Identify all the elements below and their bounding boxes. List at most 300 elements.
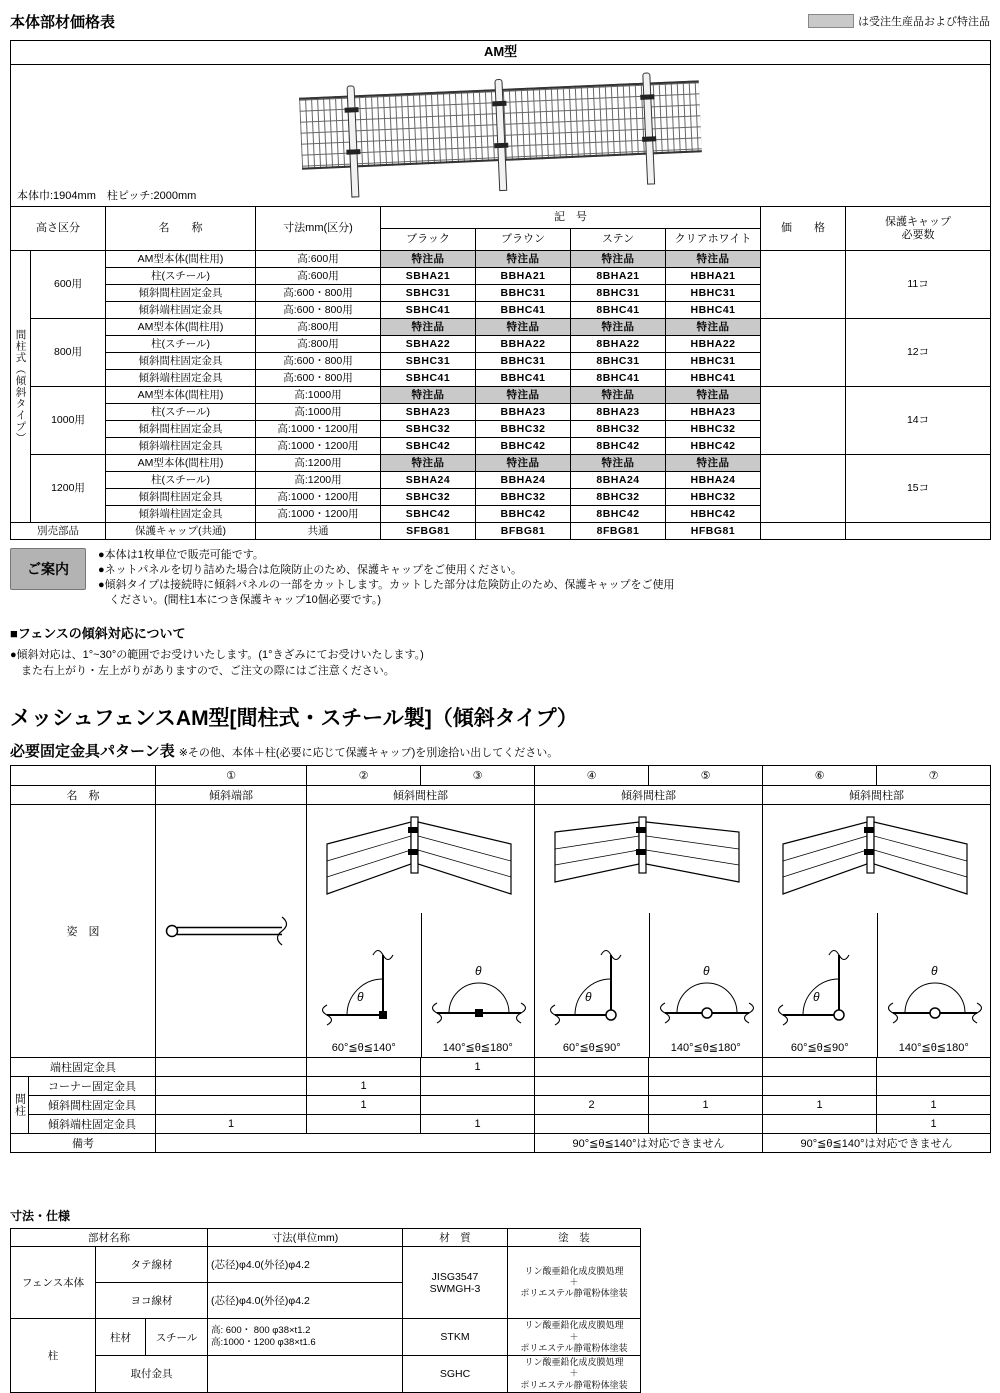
angle-range-label: 140°≦θ≦180° xyxy=(670,1042,741,1055)
table-row xyxy=(11,1134,991,1153)
qty-cell xyxy=(763,1115,877,1134)
code-black: SBHA24 xyxy=(381,472,476,489)
qty-cell xyxy=(535,1058,649,1077)
code-brown: BBHC42 xyxy=(476,506,571,523)
part-name: 傾斜間柱固定金具 xyxy=(106,421,256,438)
paint-line: ポリエステル静電粉体塗装 xyxy=(520,1288,628,1299)
mounting-type-label: 間柱式（傾斜タイプ） xyxy=(11,251,31,523)
part-dim: 高:1000・1200用 xyxy=(256,438,381,455)
dim-line: 高: 600・ 800 φ38×t1.2 xyxy=(211,1324,311,1336)
code-brown: BBHA23 xyxy=(476,404,571,421)
code-clearwhite: HBHA24 xyxy=(666,472,761,489)
group-name: 傾斜端部 xyxy=(156,786,307,805)
price-cell xyxy=(761,455,846,523)
remarks-empty xyxy=(156,1134,535,1153)
pattern-figure-6-7 xyxy=(763,805,991,1058)
pattern-figure-4-5 xyxy=(535,805,763,1058)
code-black: SBHC32 xyxy=(381,489,476,506)
qty-cell xyxy=(156,1096,307,1115)
code-black: SBHC42 xyxy=(381,438,476,455)
code-stain: 特注品 xyxy=(571,387,666,404)
price-cell xyxy=(761,387,846,455)
code-stain: 8BHC32 xyxy=(571,421,666,438)
code-brown: 特注品 xyxy=(476,251,571,268)
straight-angle-diagram xyxy=(425,939,531,1039)
part-name: 柱(スチール) xyxy=(106,268,256,285)
header-material: 材 質 xyxy=(403,1229,508,1247)
qty-cell xyxy=(421,1096,535,1115)
pattern-number: ⑥ xyxy=(763,766,877,786)
pattern-number: ③ xyxy=(421,766,535,786)
material-line: SWMGH-3 xyxy=(429,1282,481,1295)
guide-badge: ご案内 xyxy=(10,548,86,590)
material-line: JISG3547 xyxy=(431,1270,479,1283)
post-group: 柱 xyxy=(11,1319,96,1393)
height-group-label: 1000用 xyxy=(31,387,106,455)
angle-diagram-straight xyxy=(421,913,535,1057)
qty-cell xyxy=(877,1077,991,1096)
code-stain: 8BHC41 xyxy=(571,370,666,387)
qty-cell: 1 xyxy=(156,1115,307,1134)
table-row xyxy=(11,1096,991,1115)
paint-line: リン酸亜鉛化成皮膜処理 xyxy=(524,1265,624,1276)
clamp xyxy=(344,107,358,113)
group-name: 傾斜間柱部 xyxy=(307,786,535,805)
pattern-figure-1 xyxy=(156,805,307,1058)
part-dim: 高:1000用 xyxy=(256,404,381,421)
straight-angle-diagram xyxy=(653,939,759,1039)
code-black: SBHC31 xyxy=(381,353,476,370)
clamp xyxy=(346,149,360,155)
qty-cell xyxy=(156,1058,307,1077)
code-black: SBHC41 xyxy=(381,302,476,319)
code-brown: 特注品 xyxy=(476,387,571,404)
qty-cell: 1 xyxy=(649,1096,763,1115)
part-name: 保護キャップ(共通) xyxy=(106,523,256,540)
panel-angle-view xyxy=(763,805,990,913)
qty-cell xyxy=(156,1077,307,1096)
body-dimensions-note: 本体巾:1904mm 柱ピッチ:2000mm xyxy=(17,190,197,203)
guide-item: ●ネットパネルを切り詰めた場合は危険防止のため、保護キャップをご使用ください。 xyxy=(98,563,522,576)
part-name: 傾斜端柱固定金具 xyxy=(106,370,256,387)
price-table xyxy=(10,40,991,540)
part-name: 柱(スチール) xyxy=(106,336,256,353)
qty-cell xyxy=(763,1077,877,1096)
fence-body-group: フェンス本体 xyxy=(11,1247,96,1319)
qty-cell: 2 xyxy=(535,1096,649,1115)
height-group-label: 600用 xyxy=(31,251,106,319)
table-row xyxy=(11,251,991,268)
table-row xyxy=(11,1229,641,1247)
code-black: 特注品 xyxy=(381,319,476,336)
svg-text:θ: θ xyxy=(930,964,938,979)
top-bar xyxy=(10,8,990,34)
svg-text:θ: θ xyxy=(356,990,364,1005)
paint-line: リン酸亜鉛化成皮膜処理 xyxy=(524,1320,624,1331)
dim-line: 高:1000・1200 φ38×t1.6 xyxy=(211,1337,316,1349)
angle-diagram-straight xyxy=(877,913,991,1057)
code-brown: BBHA21 xyxy=(476,268,571,285)
color-stain: ステン xyxy=(571,229,666,251)
table-row xyxy=(11,766,991,786)
code-stain: 8BHC31 xyxy=(571,285,666,302)
paint-line: リン酸亜鉛化成皮膜処理 xyxy=(524,1357,624,1367)
code-clearwhite: HBHA23 xyxy=(666,404,761,421)
part-dim: 高:600・800用 xyxy=(256,285,381,302)
part-name: 傾斜端柱固定金具 xyxy=(106,506,256,523)
spec-heading: 寸法・仕様 xyxy=(10,1209,71,1224)
part-dim: 高:600・800用 xyxy=(256,353,381,370)
code-stain: 特注品 xyxy=(571,319,666,336)
pattern-subtitle-row xyxy=(10,740,990,761)
code-brown: BFBG81 xyxy=(476,523,571,540)
header-caps-line2: 必要数 xyxy=(901,228,935,241)
code-brown: BBHC41 xyxy=(476,370,571,387)
part-name: AM型本体(間柱用) xyxy=(106,251,256,268)
extra-parts-label: 別売部品 xyxy=(11,523,106,540)
table-row xyxy=(11,1319,641,1356)
table-row xyxy=(11,387,991,404)
part-dim: (芯径)φ4.0(外径)φ4.2 xyxy=(208,1247,403,1283)
code-clearwhite: HBHC31 xyxy=(666,353,761,370)
part-dim: 共通 xyxy=(256,523,381,540)
panel-angle-view xyxy=(307,805,534,913)
slope-lines xyxy=(10,648,990,680)
table-row xyxy=(11,1356,641,1393)
stud-side-label: 間柱 xyxy=(11,1077,29,1134)
panel-pair-illustration xyxy=(315,810,527,908)
part-dim: 高:600用 xyxy=(256,251,381,268)
straight-angle-diagram xyxy=(881,939,987,1039)
part-name: タテ線材 xyxy=(96,1247,208,1283)
code-stain: 8BHA22 xyxy=(571,336,666,353)
part-name: 柱(スチール) xyxy=(106,472,256,489)
clamp xyxy=(494,142,508,148)
code-clearwhite: HFBG81 xyxy=(666,523,761,540)
header-name: 名 称 xyxy=(106,207,256,251)
caps-count: 12コ xyxy=(846,319,991,387)
panel-angle-view xyxy=(535,805,762,913)
panel-pair-illustration xyxy=(543,810,755,908)
angle-range-label: 140°≦θ≦180° xyxy=(442,1042,513,1055)
slope-line: また右上がり・左上がりがありますので、ご注文の際にはご注意ください。 xyxy=(10,665,395,678)
fence-illustration xyxy=(298,68,703,207)
part-name: 柱材 xyxy=(96,1319,146,1356)
paint-line: ＋ xyxy=(569,1368,579,1379)
qty-cell: 1 xyxy=(307,1096,421,1115)
pattern-section-title: メッシュフェンスAM型[間柱式・スチール製]（傾斜タイプ） xyxy=(10,707,578,731)
code-clearwhite: HBHC32 xyxy=(666,421,761,438)
code-black: 特注品 xyxy=(381,455,476,472)
header-name: 名 称 xyxy=(11,786,156,805)
part-dim: 高:600用 xyxy=(256,268,381,285)
angle-diagram-corner xyxy=(763,913,877,1057)
part-dim: 高:1000・1200用 xyxy=(256,489,381,506)
clamp xyxy=(642,136,656,142)
code-brown: BBHA22 xyxy=(476,336,571,353)
part-dim: 高:600・800用 xyxy=(256,302,381,319)
corner-angle-diagram xyxy=(767,939,873,1039)
part-dim xyxy=(208,1356,403,1393)
price-cell xyxy=(761,251,846,319)
svg-text:θ: θ xyxy=(812,990,820,1005)
code-stain: 8BHA21 xyxy=(571,268,666,285)
code-brown: BBHC31 xyxy=(476,285,571,302)
code-stain: 8BHC41 xyxy=(571,302,666,319)
guide-item: ●傾斜タイプは接続時に傾斜パネルの一部をカットします。カットした部分は危険防止のため、保護キャップをご使用 xyxy=(98,578,675,591)
table-row xyxy=(11,1247,641,1283)
part-name: ヨコ線材 xyxy=(96,1283,208,1319)
qty-cell: 1 xyxy=(421,1115,535,1134)
clamp xyxy=(640,94,654,100)
qty-cell xyxy=(649,1058,763,1077)
slope-heading: ■フェンスの傾斜対応について xyxy=(10,626,186,642)
part-name: 取付金具 xyxy=(96,1356,208,1393)
svg-text:θ: θ xyxy=(584,990,592,1005)
code-clearwhite: 特注品 xyxy=(666,455,761,472)
code-brown: BBHC31 xyxy=(476,353,571,370)
angle-range-label: 60°≦θ≦90° xyxy=(562,1042,621,1055)
pattern-note: ※その他、本体＋柱(必要に応じて保護キャップ)を別途拾い出してください。 xyxy=(178,747,559,760)
qty-cell xyxy=(307,1058,421,1077)
remarks-4-5: 90°≦θ≦140°は対応できません xyxy=(535,1134,763,1153)
color-brown: ブラウン xyxy=(476,229,571,251)
table-row xyxy=(11,455,991,472)
pattern-number: ① xyxy=(156,766,307,786)
part-dim: 高:1200用 xyxy=(256,455,381,472)
angle-range-label: 60°≦θ≦90° xyxy=(790,1042,849,1055)
height-group-label: 1200用 xyxy=(31,455,106,523)
table-row xyxy=(11,805,991,1058)
part-name: 傾斜端柱固定金具 xyxy=(106,302,256,319)
code-clearwhite: HBHC42 xyxy=(666,506,761,523)
code-stain: 8BHC42 xyxy=(571,438,666,455)
fixing-row-label: 傾斜端柱固定金具 xyxy=(29,1115,156,1134)
part-dim: (芯径)φ4.0(外径)φ4.2 xyxy=(208,1283,403,1319)
price-cell xyxy=(761,319,846,387)
pattern-number: ⑤ xyxy=(649,766,763,786)
code-stain: 特注品 xyxy=(571,455,666,472)
table-row xyxy=(11,1077,991,1096)
angle-diagram-corner xyxy=(307,913,421,1057)
paint-line: ポリエステル静電粉体塗装 xyxy=(520,1342,628,1353)
table-row xyxy=(11,786,991,805)
color-clearwhite: クリアホワイト xyxy=(666,229,761,251)
fixing-row-label: コーナー固定金具 xyxy=(29,1077,156,1096)
caps-count: 15コ xyxy=(846,455,991,523)
caps-count: 11コ xyxy=(846,251,991,319)
paint-cell xyxy=(508,1319,641,1356)
pattern-subtitle: 必要固定金具パターン表 xyxy=(10,743,175,761)
qty-cell: 1 xyxy=(877,1115,991,1134)
qty-cell: 1 xyxy=(877,1096,991,1115)
angle-range-label: 140°≦θ≦180° xyxy=(898,1042,969,1055)
code-black: SFBG81 xyxy=(381,523,476,540)
code-black: SBHC32 xyxy=(381,421,476,438)
code-stain: 特注品 xyxy=(571,251,666,268)
code-clearwhite: 特注品 xyxy=(666,251,761,268)
pattern-number: ② xyxy=(307,766,421,786)
slope-line: ●傾斜対応は、1°~30°の範囲でお受けいたします。(1°きざみにてお受けいたします。) xyxy=(10,649,424,662)
gray-legend-swatch xyxy=(808,14,854,28)
qty-cell xyxy=(421,1077,535,1096)
page-title: 本体部材価格表 xyxy=(10,13,116,31)
pattern-figure-2-3 xyxy=(307,805,535,1058)
qty-cell xyxy=(307,1115,421,1134)
fence-illustration-cell xyxy=(11,65,991,207)
code-brown: 特注品 xyxy=(476,319,571,336)
code-brown: BBHC32 xyxy=(476,489,571,506)
guide-item: ●本体は1枚単位で販売可能です。 xyxy=(98,549,264,561)
code-black: SBHC42 xyxy=(381,506,476,523)
table-row xyxy=(11,523,991,540)
code-clearwhite: HBHC41 xyxy=(666,370,761,387)
code-brown: BBHC32 xyxy=(476,421,571,438)
paint-cell xyxy=(508,1356,641,1393)
end-section-figure xyxy=(156,805,306,1057)
part-name: 傾斜間柱固定金具 xyxy=(106,285,256,302)
qty-cell: 1 xyxy=(763,1096,877,1115)
code-brown: BBHA24 xyxy=(476,472,571,489)
part-name: 傾斜間柱固定金具 xyxy=(106,353,256,370)
part-dim: 高:1000・1200用 xyxy=(256,506,381,523)
paint-line: ＋ xyxy=(569,1277,579,1288)
guide-lines xyxy=(98,548,675,607)
table-row xyxy=(11,1115,991,1134)
code-stain: 8BHA23 xyxy=(571,404,666,421)
table-row xyxy=(11,319,991,336)
guide-item: ください。(間柱1本につき保護キャップ10個必要です。) xyxy=(98,593,382,606)
svg-text:θ: θ xyxy=(702,964,710,979)
pattern-number: ⑦ xyxy=(877,766,991,786)
code-clearwhite: HBHA22 xyxy=(666,336,761,353)
material-cell xyxy=(403,1247,508,1319)
code-clearwhite: 特注品 xyxy=(666,387,761,404)
header-code: 記 号 xyxy=(381,207,761,229)
part-name: 傾斜間柱固定金具 xyxy=(106,489,256,506)
color-black: ブラック xyxy=(381,229,476,251)
code-black: SBHA23 xyxy=(381,404,476,421)
remarks-label: 備考 xyxy=(11,1134,156,1153)
corner-angle-diagram xyxy=(539,939,645,1039)
qty-cell xyxy=(877,1058,991,1077)
model-name: AM型 xyxy=(11,41,991,65)
table-row xyxy=(11,1058,991,1077)
part-dim: 高:800用 xyxy=(256,336,381,353)
code-clearwhite: HBHC42 xyxy=(666,438,761,455)
header-caps-line1: 保護キャップ xyxy=(885,215,952,228)
code-clearwhite: HBHC41 xyxy=(666,302,761,319)
part-dim: 高:800用 xyxy=(256,319,381,336)
figure-label: 姿 図 xyxy=(11,805,156,1058)
code-clearwhite: 特注品 xyxy=(666,319,761,336)
qty-cell xyxy=(763,1058,877,1077)
code-black: 特注品 xyxy=(381,251,476,268)
code-stain: 8FBG81 xyxy=(571,523,666,540)
qty-cell: 1 xyxy=(421,1058,535,1077)
code-black: SBHA22 xyxy=(381,336,476,353)
code-black: SBHC31 xyxy=(381,285,476,302)
header-dim: 寸法mm(区分) xyxy=(256,207,381,251)
qty-cell xyxy=(649,1077,763,1096)
header-part: 部材名称 xyxy=(11,1229,208,1247)
panel-pair-illustration xyxy=(771,810,983,908)
remarks-6-7: 90°≦θ≦140°は対応できません xyxy=(763,1134,991,1153)
part-name: AM型本体(間柱用) xyxy=(106,319,256,336)
fixing-row-label: 傾斜間柱固定金具 xyxy=(29,1096,156,1115)
code-clearwhite: HBHA21 xyxy=(666,268,761,285)
material-cell: SGHC xyxy=(403,1356,508,1393)
code-stain: 8BHA24 xyxy=(571,472,666,489)
code-brown: BBHC41 xyxy=(476,302,571,319)
qty-cell xyxy=(535,1115,649,1134)
pattern-number: ④ xyxy=(535,766,649,786)
part-dim xyxy=(208,1319,403,1356)
qty-cell xyxy=(649,1115,763,1134)
code-stain: 8BHC31 xyxy=(571,353,666,370)
group-name: 傾斜間柱部 xyxy=(763,786,991,805)
special-order-legend xyxy=(808,13,990,29)
code-brown: 特注品 xyxy=(476,455,571,472)
paint-line: ＋ xyxy=(569,1331,579,1342)
price-cell xyxy=(761,523,846,540)
code-brown: BBHC42 xyxy=(476,438,571,455)
paint-cell xyxy=(508,1247,641,1319)
group-name: 傾斜間柱部 xyxy=(535,786,763,805)
header-paint: 塗 装 xyxy=(508,1229,641,1247)
fixing-row-label: 端柱固定金具 xyxy=(11,1058,156,1077)
fixing-pattern-table xyxy=(10,765,991,1153)
header-dim: 寸法(単位mm) xyxy=(208,1229,403,1247)
part-sub: スチール xyxy=(146,1319,208,1356)
part-dim: 高:600・800用 xyxy=(256,370,381,387)
qty-cell: 1 xyxy=(307,1077,421,1096)
end-bar-diagram xyxy=(160,909,302,953)
code-black: SBHA21 xyxy=(381,268,476,285)
caps-count xyxy=(846,523,991,540)
code-black: SBHC41 xyxy=(381,370,476,387)
header-price: 価 格 xyxy=(761,207,846,251)
angle-diagram-corner xyxy=(535,913,649,1057)
header-height: 高さ区分 xyxy=(11,207,106,251)
part-name: AM型本体(間柱用) xyxy=(106,455,256,472)
clamp xyxy=(492,100,506,106)
part-name: AM型本体(間柱用) xyxy=(106,387,256,404)
code-black: 特注品 xyxy=(381,387,476,404)
corner-angle-diagram xyxy=(311,939,417,1039)
part-dim: 高:1000用 xyxy=(256,387,381,404)
height-group-label: 800用 xyxy=(31,319,106,387)
legend-text: は受注生産品および特注品 xyxy=(858,16,990,28)
part-dim: 高:1000・1200用 xyxy=(256,421,381,438)
part-name: 柱(スチール) xyxy=(106,404,256,421)
part-dim: 高:1200用 xyxy=(256,472,381,489)
code-stain: 8BHC42 xyxy=(571,506,666,523)
part-name: 傾斜端柱固定金具 xyxy=(106,438,256,455)
guide-section xyxy=(10,548,990,607)
spec-table xyxy=(10,1228,641,1393)
paint-line: ポリエステル静電粉体塗装 xyxy=(520,1379,628,1390)
header-caps xyxy=(846,207,991,251)
qty-cell xyxy=(535,1077,649,1096)
corner-cell xyxy=(11,766,156,786)
code-stain: 8BHC32 xyxy=(571,489,666,506)
svg-text:θ: θ xyxy=(474,964,482,979)
angle-diagram-straight xyxy=(649,913,763,1057)
material-cell: STKM xyxy=(403,1319,508,1356)
caps-count: 14コ xyxy=(846,387,991,455)
angle-range-label: 60°≦θ≦140° xyxy=(331,1042,396,1055)
